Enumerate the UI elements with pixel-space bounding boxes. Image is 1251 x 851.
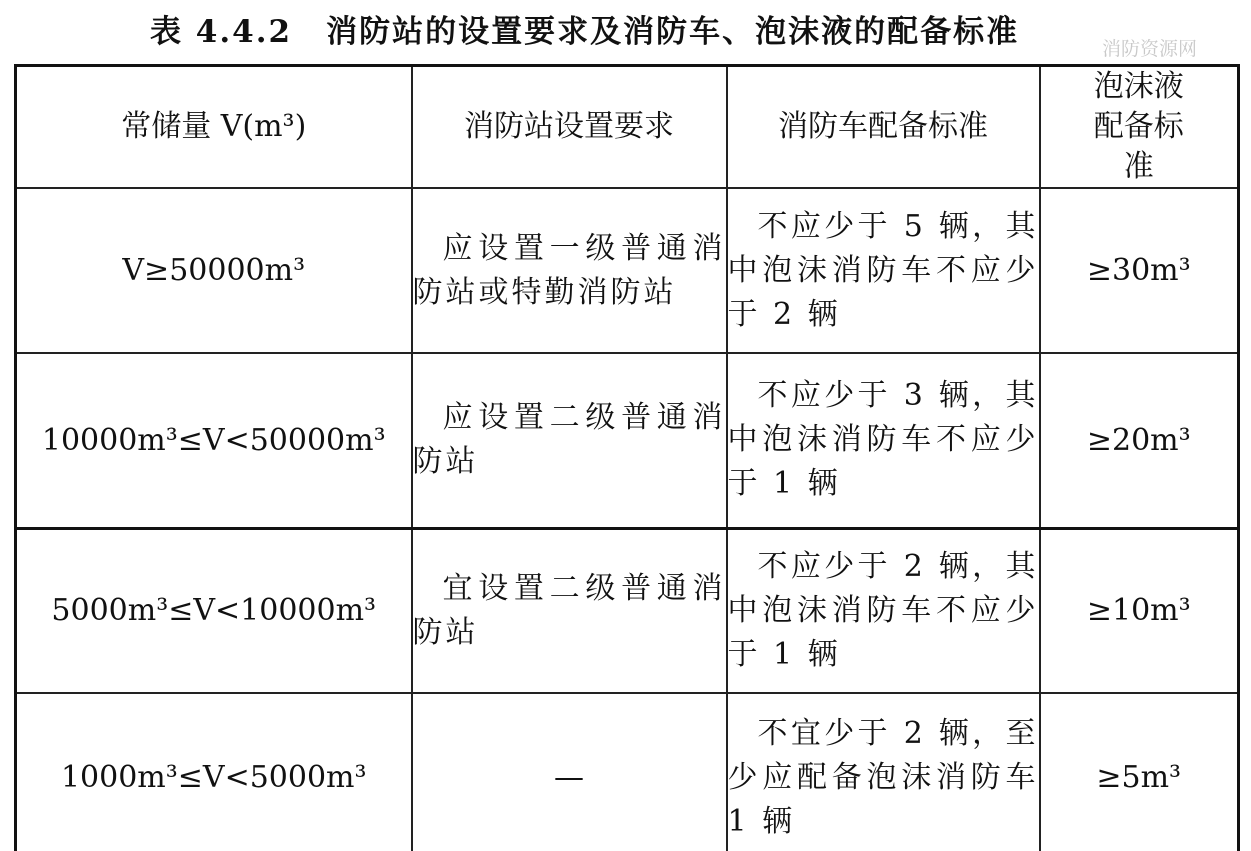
cell-station: 宜设置二级普通消防站 [412, 528, 727, 693]
cell-storage: 5000m³≤V<10000m³ [16, 528, 412, 693]
header-row [16, 66, 1239, 189]
table-caption: 消防站的设置要求及消防车、泡沫液的配备标准 [326, 14, 1020, 50]
table-row [16, 188, 1239, 353]
table-row [16, 693, 1239, 851]
header-foam: 泡沫液配备标准 [1040, 66, 1239, 189]
header-storage: 常储量 V(m³) [16, 66, 412, 189]
cell-vehicles: 不应少于 2 辆，其中泡沫消防车不应少于 1 辆 [727, 528, 1040, 693]
cell-station: 应设置二级普通消防站 [412, 353, 727, 528]
header-station: 消防站设置要求 [412, 66, 727, 189]
cell-vehicles: 不宜少于 2 辆，至少应配备泡沫消防车 1 辆 [727, 693, 1040, 851]
watermark: 消防资源网 [1102, 38, 1198, 60]
cell-storage: V≥50000m³ [16, 188, 412, 353]
cell-storage: 10000m³≤V<50000m³ [16, 353, 412, 528]
cell-foam: ≥10m³ [1040, 528, 1239, 693]
table-number: 表 4.4.2 [150, 14, 293, 50]
cell-vehicles: 不应少于 3 辆，其中泡沫消防车不应少于 1 辆 [727, 353, 1040, 528]
table-row [16, 528, 1239, 693]
standards-table [14, 64, 1240, 851]
cell-foam: ≥30m³ [1040, 188, 1239, 353]
table-title [150, 6, 1019, 51]
cell-station: 应设置一级普通消防站或特勤消防站 [412, 188, 727, 353]
cell-vehicles: 不应少于 5 辆，其中泡沫消防车不应少于 2 辆 [727, 188, 1040, 353]
table-row [16, 353, 1239, 528]
cell-station: — [412, 693, 727, 851]
cell-foam: ≥20m³ [1040, 353, 1239, 528]
cell-storage: 1000m³≤V<5000m³ [16, 693, 412, 851]
cell-foam: ≥5m³ [1040, 693, 1239, 851]
header-vehicles: 消防车配备标准 [727, 66, 1040, 189]
